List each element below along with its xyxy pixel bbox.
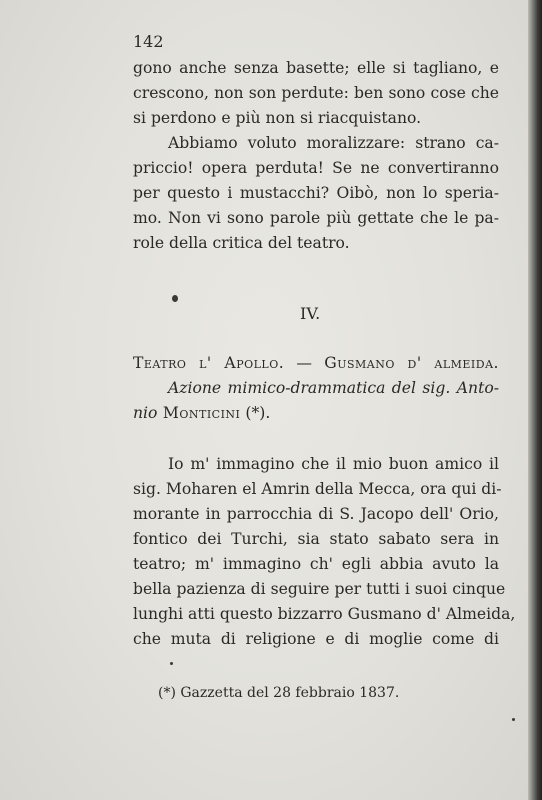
- text-line: teatro; m' immagino ch' egli abbia avuto la: [133, 555, 499, 573]
- theatre-name: Teatro l' Apollo.: [133, 354, 285, 372]
- footnote: (*) Gazzetta del 28 febbraio 1837.: [158, 685, 400, 701]
- footnote-reference: (*).: [240, 404, 271, 422]
- text-line: morante in parrocchia di S. Jacopo dell' Orio,: [133, 505, 499, 523]
- text-line: priccio! opera perduta! Se ne convertiranno: [133, 159, 499, 177]
- text-line: mo. Non vi sono parole più gettate che le pa-: [133, 209, 499, 227]
- text-line: che muta di religione e di moglie come di: [133, 630, 499, 648]
- text-line: gono anche senza basette; elle si tagliano, e: [133, 59, 499, 77]
- ink-speck: [512, 718, 515, 721]
- text-line: si perdono e più non si riacquistano.: [133, 109, 422, 127]
- text-line: per questo i mustacchi? Oibò, non lo speria-: [133, 184, 499, 202]
- text-line: sig. Moharen el Amrin della Mecca, ora qui di-: [133, 480, 502, 498]
- article-heading: [133, 354, 499, 372]
- heading-dash: —: [284, 354, 325, 372]
- chapter-number: IV.: [300, 304, 321, 323]
- text-line: Abbiamo voluto moralizzare: strano ca-: [168, 134, 499, 152]
- text-line: crescono, non son perdute: ben sono cose che: [133, 84, 499, 102]
- article-subtitle: Azione mimico-drammatica del sig. Anto-: [168, 379, 499, 397]
- ink-speck: [170, 662, 173, 665]
- author-name: Monticini: [157, 404, 241, 422]
- page-edge-shadow: [528, 0, 542, 800]
- play-title: Gusmano d' almeida.: [324, 354, 499, 372]
- article-subtitle-cont: [133, 404, 499, 422]
- text-line: bella pazienza di seguire per tutti i suoi cinque: [133, 580, 506, 598]
- text-line: role della critica del teatro.: [133, 234, 350, 252]
- text-line: lunghi atti questo bizzarro Gusmano d' Almeida,: [133, 605, 516, 623]
- text-line: fontico dei Turchi, sia stato sabato sera in: [133, 530, 499, 548]
- text-line: Io m' immagino che il mio buon amico il: [168, 455, 499, 473]
- page-number: 142: [133, 32, 164, 51]
- subtitle-fragment: nio: [133, 404, 158, 422]
- ink-speck: [172, 295, 178, 302]
